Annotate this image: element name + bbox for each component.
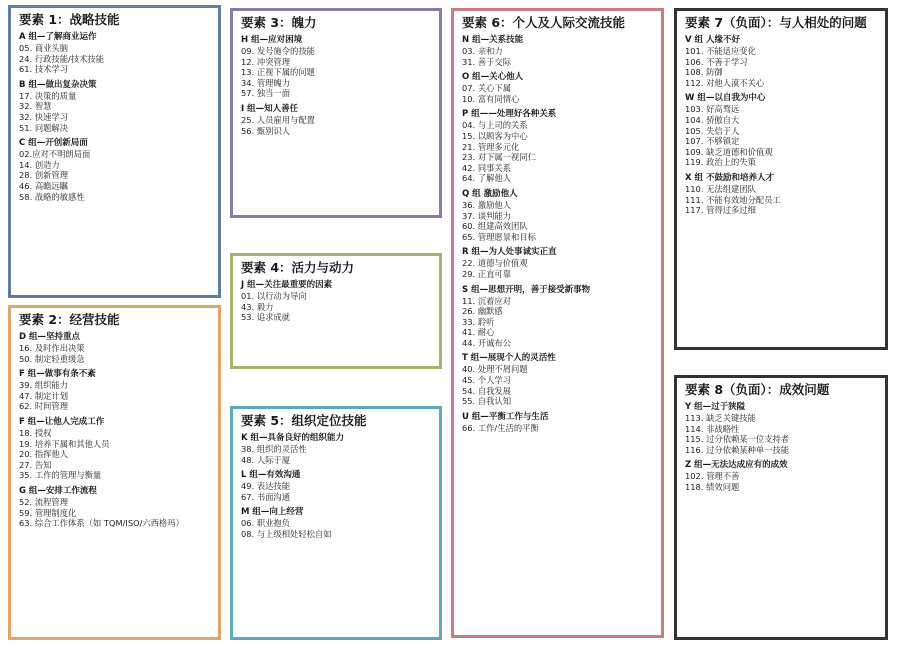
list-item: 09. 发号施令的技能 [241, 46, 315, 56]
list-item: 31. 善于交际 [462, 56, 512, 67]
group-header: I 组—知人善任 [241, 103, 299, 114]
section-s7 [674, 8, 888, 350]
group [19, 486, 210, 529]
group [462, 412, 653, 434]
list-item: 20. 指挥他人 [19, 449, 69, 460]
list-item: 36. 激励他人 [462, 199, 512, 210]
group [19, 32, 210, 75]
group-header: S 组—思想开明，善于接受新事物 [462, 284, 591, 295]
list-item: 54. 自我发展 [462, 385, 512, 396]
group-header: M 组—向上经营 [241, 507, 304, 518]
list-item: 109. 缺乏道德和价值观 [685, 146, 773, 157]
group-header: O 组—关心他人 [462, 72, 524, 83]
list-item: 117. 管得过多过细 [685, 205, 756, 216]
section-s3 [230, 8, 442, 218]
group-header: Z 组—无法达成应有的成效 [685, 460, 788, 471]
list-item: 60. 组建高效团队 [462, 221, 528, 232]
list-item: 32. 快速学习 [19, 111, 69, 122]
group-header: J 组—关注最重要的因素 [241, 280, 333, 290]
list-item: 113. 缺乏关键技能 [685, 413, 756, 423]
list-item: 49. 表达技能 [241, 481, 291, 492]
group [462, 247, 653, 279]
list-item: 115. 过分依赖某一位支持者 [685, 434, 790, 445]
group [19, 332, 210, 364]
list-item: 52. 流程管理 [19, 496, 69, 507]
group-header: C 组—开创新局面 [19, 138, 88, 149]
list-item: 104. 骄傲自大 [685, 114, 740, 125]
section-title: 要素 8（负面）：成效问题 [685, 382, 830, 397]
group-header: H 组—应对困境 [241, 35, 303, 45]
list-item: 48. 人际于厦 [241, 454, 291, 465]
list-item: 67. 书面沟通 [241, 491, 291, 502]
section-s8 [674, 375, 888, 640]
group-header: W 组—以自我为中心 [685, 93, 766, 104]
list-item: 27. 告知 [19, 459, 52, 470]
list-item: 34. 管理魄力 [241, 77, 291, 88]
group [241, 104, 431, 136]
list-item: 29. 正直可靠 [462, 268, 512, 279]
group [685, 93, 877, 168]
list-item: 33. 聆听 [462, 316, 495, 327]
group [685, 173, 877, 216]
group [462, 35, 653, 67]
list-item: 103. 好高骛远 [685, 104, 740, 115]
list-item: 19. 培养下属和其他人员 [19, 438, 110, 449]
list-item: 108. 防御 [685, 67, 723, 78]
list-item: 101. 不能适应变化 [685, 46, 756, 56]
group-header: K 组—具备良好的组织能力 [241, 433, 345, 443]
list-item: 40. 处理不屑问题 [462, 364, 528, 375]
group-header: R 组—为人处事诚实正直 [462, 247, 557, 258]
list-item: 08. 与上级相处轻松自如 [241, 528, 332, 539]
group-header: Y 组—过于狭隘 [685, 402, 746, 412]
group-header: B 组—做出复杂决策 [19, 79, 97, 90]
list-item: 07. 关心下属 [462, 83, 512, 94]
list-item: 04. 与上司的关系 [462, 120, 528, 131]
list-item: 44. 开诚布公 [462, 337, 512, 348]
list-item: 62. 时间管理 [19, 401, 69, 412]
section-title: 要素 2：经营技能 [19, 312, 120, 327]
list-item: 61. 技术学习 [19, 64, 69, 75]
section-s4 [230, 253, 442, 369]
list-item: 112. 对他人漠不关心 [685, 77, 765, 88]
section-title: 要素 5：组织定位技能 [241, 413, 367, 428]
list-item: 64. 了解他人 [462, 173, 512, 184]
list-item: 35. 工作的管理与衡量 [19, 470, 102, 481]
list-item: 10. 富有同情心 [462, 93, 520, 104]
list-item: 37. 谈判能力 [462, 210, 512, 221]
list-item: 16. 及时作出决策 [19, 343, 85, 353]
list-item: 114. 非战略性 [685, 423, 740, 434]
list-item: 03. 亲和力 [462, 46, 503, 56]
list-item: 65. 管理愿景和目标 [462, 231, 536, 242]
list-item: 01. 以行动为导向 [241, 291, 307, 301]
group-header: F 组—让他人完成工作 [19, 416, 105, 427]
list-item: 53. 追求成就 [241, 312, 291, 323]
section-title: 要素 7（负面）：与人相处的问题 [685, 15, 867, 30]
section-title: 要素 1：战略技能 [19, 12, 120, 27]
list-item: 106. 不善于学习 [685, 56, 748, 67]
section-title: 要素 4：活力与动力 [241, 260, 355, 275]
list-item: 63. 综合工作体系（如 TQM/ISO/六西格玛） [19, 518, 184, 529]
list-item: 38. 组织的灵活性 [241, 444, 307, 454]
group [685, 402, 877, 455]
list-item: 46. 高瞻远瞩 [19, 180, 69, 191]
list-item: 42. 同事关系 [462, 162, 512, 173]
list-item: 22. 道德与价值观 [462, 258, 528, 269]
group [241, 433, 431, 465]
list-item: 12. 冲突管理 [241, 56, 291, 67]
list-item: 11. 沉着应对 [462, 295, 512, 306]
group [241, 35, 431, 99]
group-header: U 组—平衡工作与生活 [462, 411, 549, 422]
group-header: G 组—安排工作流程 [19, 485, 97, 496]
list-item: 41. 耐心 [462, 327, 495, 338]
group [241, 470, 431, 502]
list-item: 111. 不能有效地分配员工 [685, 194, 781, 205]
group-header: X 组 不鼓励和培养人才 [685, 172, 774, 183]
list-item: 116. 过分依赖某种单一技能 [685, 444, 790, 455]
list-item: 47. 制定计划 [19, 390, 69, 401]
section-s1 [8, 5, 221, 298]
list-item: 02.应对不明朗局面 [19, 149, 91, 160]
list-item: 56. 甄别识人 [241, 125, 291, 136]
list-item: 107. 不够镇定 [685, 136, 740, 147]
group [19, 369, 210, 412]
group [462, 353, 653, 406]
list-item: 23. 对下属一视同仁 [462, 152, 536, 163]
list-item: 66. 工作/生活的平衡 [462, 422, 539, 433]
list-item: 59. 管理制度化 [19, 507, 77, 518]
group-header: F 组—做事有条不紊 [19, 369, 96, 380]
list-item: 05. 商业头脑 [19, 43, 69, 53]
list-item: 50. 制定轻重缓急 [19, 353, 85, 364]
list-item: 06. 职业抱负 [241, 518, 291, 529]
group [241, 507, 431, 539]
list-item: 17. 决策的质量 [19, 90, 77, 101]
section-title: 要素 3：魄力 [241, 15, 317, 30]
group-header: A 组—了解商业运作 [19, 32, 97, 42]
list-item: 26. 幽默感 [462, 306, 503, 317]
list-item: 118. 绩效问题 [685, 481, 740, 492]
group [19, 80, 210, 133]
list-item: 13. 正视下属的问题 [241, 67, 315, 78]
list-item: 57. 独当一面 [241, 88, 291, 99]
group [462, 72, 653, 104]
group [19, 138, 210, 202]
list-item: 45. 个人学习 [462, 375, 512, 386]
list-item: 15. 以顾客为中心 [462, 130, 528, 141]
group-header: Q 组 激励他人 [462, 188, 518, 199]
list-item: 39. 组织能力 [19, 380, 69, 391]
list-item: 14. 创造力 [19, 159, 60, 170]
list-item: 32. 智慧 [19, 101, 52, 112]
section-s6 [451, 8, 664, 638]
section-s5 [230, 406, 442, 640]
group-header: P 组——处理好各种关系 [462, 109, 557, 120]
group-header: N 组—关系技能 [462, 35, 524, 45]
list-item: 21. 管理多元化 [462, 141, 520, 152]
group [19, 417, 210, 481]
list-item: 110. 无法组建团队 [685, 183, 756, 194]
section-title: 要素 6：个人及人际交流技能 [462, 15, 626, 30]
list-item: 28. 创新管理 [19, 170, 69, 181]
group-header: T 组—展现个人的灵活性 [462, 353, 556, 364]
list-item: 105. 失信于人 [685, 125, 740, 136]
group [462, 285, 653, 349]
group [685, 460, 877, 492]
group-header: V 组 人缘不好 [685, 35, 740, 45]
group [462, 189, 653, 242]
list-item: 58. 战略的敏感性 [19, 191, 85, 202]
group [685, 35, 877, 88]
list-item: 119. 政治上的失策 [685, 157, 756, 168]
list-item: 24. 行政技能/技术技能 [19, 53, 105, 64]
group-header: D 组—坚持重点 [19, 332, 81, 342]
list-item: 43. 毅力 [241, 301, 274, 312]
group [241, 280, 431, 323]
group-header: L 组—有效沟通 [241, 470, 301, 481]
list-item: 51. 问题解决 [19, 122, 69, 133]
list-item: 55. 自我认知 [462, 396, 512, 407]
list-item: 102. 管理不善 [685, 471, 740, 482]
list-item: 18. 授权 [19, 427, 52, 438]
section-s2 [8, 305, 221, 640]
group [462, 109, 653, 184]
list-item: 25. 人员雇用与配置 [241, 114, 315, 125]
